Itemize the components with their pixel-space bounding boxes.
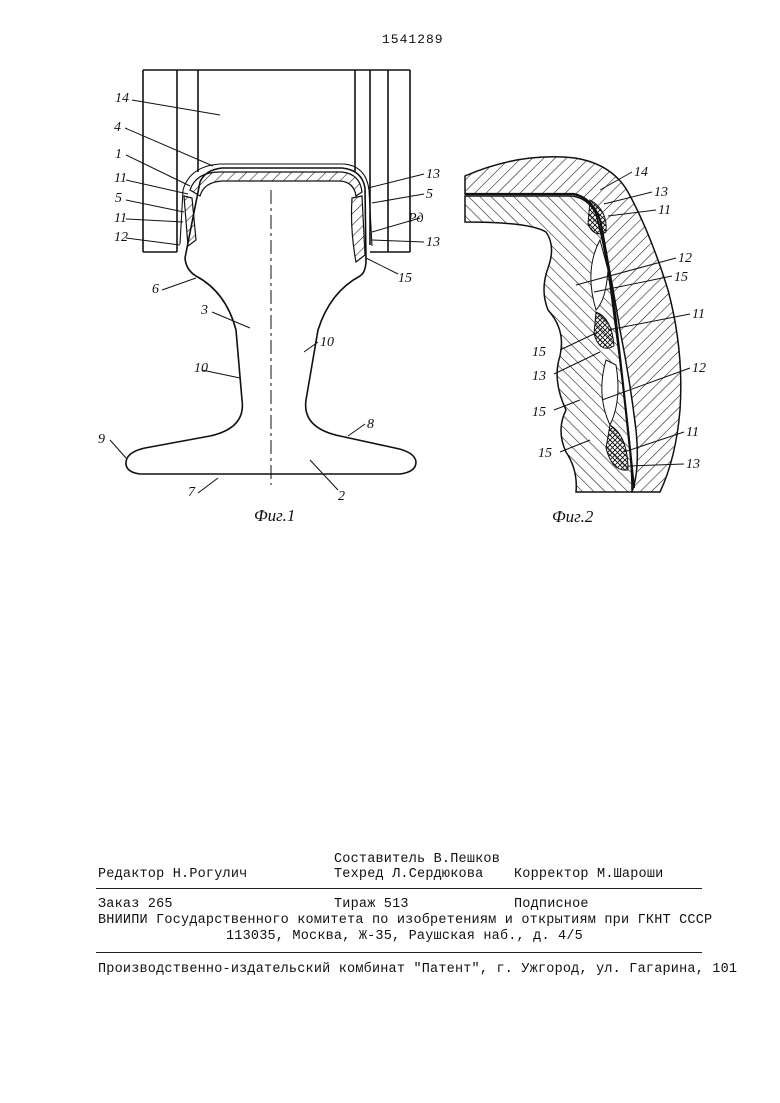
fig1-label-8: 8 <box>367 417 374 432</box>
fig2-label-11a: 11 <box>658 203 671 218</box>
fig1-label-11b: 11 <box>114 211 127 226</box>
fig2-caption: Фиг.2 <box>552 507 594 526</box>
fig2-label-15b: 15 <box>532 345 546 360</box>
patent-number: 1541289 <box>382 32 444 47</box>
fig2-label-13b: 13 <box>532 369 546 384</box>
coating-top <box>190 172 362 196</box>
fig2-label-11b: 11 <box>692 307 705 322</box>
fig1-label-12: 12 <box>114 230 128 245</box>
fig2-label-12a: 12 <box>678 251 692 266</box>
colophon-compiler: Составитель В.Пешков <box>334 852 501 867</box>
fig1-label-4: 4 <box>114 120 121 135</box>
fig1-label-14: 14 <box>115 91 129 106</box>
colophon-techred: Техред Л.Сердюкова <box>334 867 484 882</box>
fig2-label-13a: 13 <box>654 185 668 200</box>
fig2-label-13c: 13 <box>686 457 700 472</box>
colophon-circulation: Тираж 513 <box>334 897 409 912</box>
fig1-label-13b: 13 <box>426 235 440 250</box>
fig1-caption: Фиг.1 <box>254 506 296 525</box>
colophon-rule-bottom <box>96 952 702 953</box>
figure-2 <box>465 157 690 492</box>
colophon-editor: Редактор Н.Рогулич <box>98 867 248 882</box>
fig1-label-9: 9 <box>98 432 105 447</box>
fig1-label-11a: 11 <box>114 171 127 186</box>
fig2-label-14: 14 <box>634 165 648 180</box>
fig2-label-15d: 15 <box>538 446 552 461</box>
colophon-rule-top <box>96 888 702 889</box>
fig2-label-15a: 15 <box>674 270 688 285</box>
fig2-label-15c: 15 <box>532 405 546 420</box>
colophon-order: Заказ 265 <box>98 897 173 912</box>
fig1-label-5: 5 <box>115 191 122 206</box>
fig1-label-10b: 10 <box>320 335 334 350</box>
fig1-label-6: 6 <box>152 282 159 297</box>
colophon-address: 113035, Москва, Ж-35, Раушская наб., д. 4/5 <box>226 929 583 944</box>
coating-right <box>352 196 366 262</box>
fig1-label-15: 15 <box>398 271 412 286</box>
fig2-label-12b: 12 <box>692 361 706 376</box>
fig1-label-3: 3 <box>201 303 208 318</box>
fig1-label-2: 2 <box>338 489 345 504</box>
coating-left <box>184 196 196 246</box>
fig1-label-5r: 5 <box>426 187 433 202</box>
fig2-label-11c: 11 <box>686 425 699 440</box>
fig1-label-pd: Pд <box>408 211 424 226</box>
colophon-org: ВНИИПИ Государственного комитета по изобретениям и открытиям при ГКНТ СССР <box>98 913 713 928</box>
fig1-label-1: 1 <box>115 147 122 162</box>
colophon-printer: Производственно-издательский комбинат "Патент", г. Ужгород, ул. Гагарина, 101 <box>98 962 738 977</box>
fig1-label-10a: 10 <box>194 361 208 376</box>
fig1-label-7: 7 <box>188 485 195 500</box>
colophon-corrector: Корректор М.Шароши <box>514 867 664 882</box>
fig1-label-13a: 13 <box>426 167 440 182</box>
colophon-subscription: Подписное <box>514 897 589 912</box>
